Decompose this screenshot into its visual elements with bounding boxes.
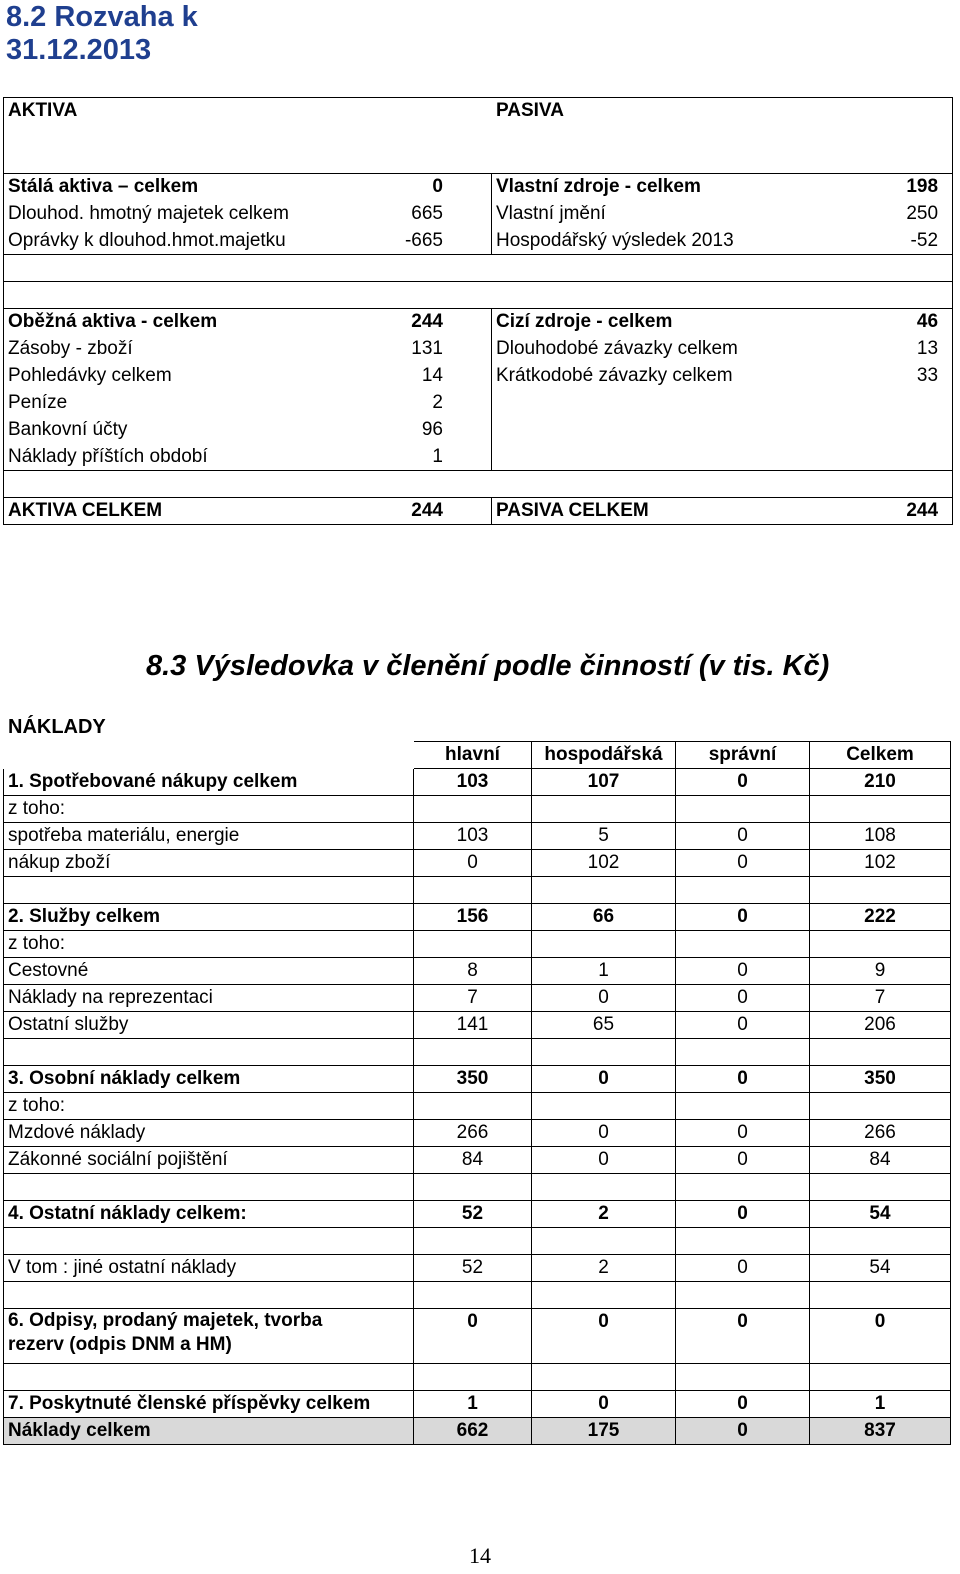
balance-row — [4, 336, 953, 363]
expense-row — [4, 1391, 951, 1418]
income-statement-title: 8.3 Výsledovka v členění podle činností (v tis. Kč) — [146, 650, 830, 682]
expense-value: 1 — [532, 958, 676, 985]
expense-value — [676, 1364, 810, 1391]
expense-value — [414, 877, 532, 904]
expense-value: 0 — [532, 1309, 676, 1364]
expense-value: 1 — [810, 1391, 951, 1418]
balance-right-value: -52 — [820, 228, 953, 255]
column-header: Celkem — [810, 742, 951, 769]
expense-value: 52 — [414, 1201, 532, 1228]
expense-value: 350 — [414, 1066, 532, 1093]
expense-label-line2: rezerv (odpis DNM a HM) — [8, 1334, 232, 1355]
expense-row — [4, 850, 951, 877]
expense-row — [4, 958, 951, 985]
expense-value: 0 — [676, 1012, 810, 1039]
expense-row — [4, 1364, 951, 1391]
balance-row — [4, 201, 953, 228]
balance-spacer-row — [4, 125, 953, 174]
balance-left-label: Peníze — [4, 390, 334, 417]
expense-value: 54 — [810, 1201, 951, 1228]
expense-value: 0 — [532, 1066, 676, 1093]
balance-left-value: 2 — [334, 390, 492, 417]
expense-value: 210 — [810, 769, 951, 796]
expense-row — [4, 1282, 951, 1309]
expense-value: 0 — [414, 850, 532, 877]
balance-right-value — [820, 417, 953, 444]
balance-row — [4, 444, 953, 471]
expense-value — [676, 877, 810, 904]
expense-value — [676, 931, 810, 958]
expense-value: 0 — [532, 1391, 676, 1418]
expense-value: 0 — [676, 1255, 810, 1282]
balance-right-label: Hospodářský výsledek 2013 — [492, 228, 820, 255]
expense-value: 5 — [532, 823, 676, 850]
expense-label: 1. Spotřebované nákupy celkem — [4, 769, 414, 796]
expense-value — [414, 1174, 532, 1201]
balance-sheet-table — [3, 97, 953, 525]
expense-value: 0 — [676, 850, 810, 877]
blank-header-cell — [4, 742, 414, 769]
expenses-section-label: NÁKLADY — [8, 716, 106, 738]
balance-left-value: 665 — [334, 201, 492, 228]
pasiva-header: PASIVA — [492, 98, 953, 125]
expense-value — [810, 931, 951, 958]
expense-value — [532, 1282, 676, 1309]
balance-right-label: Vlastní jmění — [492, 201, 820, 228]
expense-value — [414, 931, 532, 958]
expense-value — [414, 1282, 532, 1309]
balance-left-value: -665 — [334, 228, 492, 255]
expense-value: 8 — [414, 958, 532, 985]
expense-value: 0 — [676, 1147, 810, 1174]
expense-value — [532, 1364, 676, 1391]
expense-value: 103 — [414, 823, 532, 850]
balance-row — [4, 255, 953, 282]
expense-label: Zákonné sociální pojištění — [4, 1147, 414, 1174]
balance-right-label — [492, 444, 820, 471]
balance-left-label: Bankovní účty — [4, 417, 334, 444]
expense-label — [4, 1039, 414, 1066]
balance-row — [4, 228, 953, 255]
balance-left-label — [4, 471, 334, 498]
expenses-header-row — [4, 742, 951, 769]
expense-value: 103 — [414, 769, 532, 796]
balance-left-label: Zásoby - zboží — [4, 336, 334, 363]
expense-value — [532, 1039, 676, 1066]
expense-row — [4, 985, 951, 1012]
expense-value: 837 — [810, 1418, 951, 1445]
expense-value: 0 — [676, 985, 810, 1012]
expense-value — [532, 796, 676, 823]
balance-row — [4, 309, 953, 336]
balance-right-value — [820, 282, 953, 309]
expense-value: 222 — [810, 904, 951, 931]
balance-left-label: Oběžná aktiva - celkem — [4, 309, 334, 336]
expense-value: 7 — [810, 985, 951, 1012]
expense-value — [532, 877, 676, 904]
balance-left-label — [4, 282, 334, 309]
balance-right-label — [492, 390, 820, 417]
spacer-cell — [492, 125, 953, 174]
balance-right-value — [820, 444, 953, 471]
balance-row — [4, 498, 953, 525]
balance-right-label — [492, 282, 820, 309]
expense-value — [810, 1039, 951, 1066]
expense-row — [4, 1255, 951, 1282]
balance-left-label: AKTIVA CELKEM — [4, 498, 334, 525]
expense-row — [4, 1066, 951, 1093]
expense-value: 0 — [676, 823, 810, 850]
expense-value: 0 — [676, 904, 810, 931]
expense-value — [414, 1228, 532, 1255]
balance-left-value: 1 — [334, 444, 492, 471]
balance-left-label: Oprávky k dlouhod.hmot.majetku — [4, 228, 334, 255]
expense-label: 4. Ostatní náklady celkem: — [4, 1201, 414, 1228]
expense-row — [4, 1093, 951, 1120]
expense-value — [810, 877, 951, 904]
balance-left-value: 14 — [334, 363, 492, 390]
balance-left-value — [334, 255, 492, 282]
balance-left-value: 244 — [334, 309, 492, 336]
column-header: hlavní — [414, 742, 532, 769]
balance-right-value — [820, 390, 953, 417]
balance-right-value — [820, 255, 953, 282]
expense-row — [4, 1174, 951, 1201]
expense-value: 0 — [414, 1309, 532, 1364]
expense-value: 7 — [414, 985, 532, 1012]
expense-value: 66 — [532, 904, 676, 931]
balance-left-label: Dlouhod. hmotný majetek celkem — [4, 201, 334, 228]
expense-row — [4, 796, 951, 823]
balance-right-label — [492, 417, 820, 444]
expense-value: 266 — [414, 1120, 532, 1147]
balance-right-label — [492, 255, 820, 282]
expense-value — [676, 796, 810, 823]
spacer-cell — [4, 125, 492, 174]
expense-row — [4, 769, 951, 796]
expense-row — [4, 1120, 951, 1147]
balance-right-label: Vlastní zdroje - celkem — [492, 174, 820, 201]
expense-row — [4, 1012, 951, 1039]
expense-value: 102 — [532, 850, 676, 877]
balance-right-value: 198 — [820, 174, 953, 201]
balance-right-label: Dlouhodobé závazky celkem — [492, 336, 820, 363]
balance-right-label: Cizí zdroje - celkem — [492, 309, 820, 336]
expense-value: 2 — [532, 1201, 676, 1228]
balance-left-value: 96 — [334, 417, 492, 444]
column-header: správní — [676, 742, 810, 769]
expense-value — [676, 1282, 810, 1309]
balance-left-value — [334, 282, 492, 309]
expense-value: 108 — [810, 823, 951, 850]
balance-left-value: 244 — [334, 498, 492, 525]
expense-value: 107 — [532, 769, 676, 796]
expense-label: 2. Služby celkem — [4, 904, 414, 931]
expense-label: z toho: — [4, 796, 414, 823]
expense-label: Náklady na reprezentaci — [4, 985, 414, 1012]
balance-row — [4, 390, 953, 417]
expense-value: 65 — [532, 1012, 676, 1039]
expenses-table — [3, 741, 951, 1445]
balance-row — [4, 363, 953, 390]
expense-label — [4, 1228, 414, 1255]
expense-value: 102 — [810, 850, 951, 877]
expense-label: Náklady celkem — [4, 1418, 414, 1445]
expense-value: 266 — [810, 1120, 951, 1147]
expense-value — [414, 1093, 532, 1120]
balance-left-label: Pohledávky celkem — [4, 363, 334, 390]
expense-value: 1 — [414, 1391, 532, 1418]
expense-value — [810, 1174, 951, 1201]
expense-value — [810, 1228, 951, 1255]
expense-value — [810, 1282, 951, 1309]
expense-value — [676, 1039, 810, 1066]
expense-label: Ostatní služby — [4, 1012, 414, 1039]
expense-value: 2 — [532, 1255, 676, 1282]
expense-value: 52 — [414, 1255, 532, 1282]
expense-value: 0 — [532, 1120, 676, 1147]
expense-label — [4, 1309, 414, 1364]
expense-value: 350 — [810, 1066, 951, 1093]
expense-value — [532, 931, 676, 958]
expense-value: 84 — [414, 1147, 532, 1174]
balance-title-line1: 8.2 Rozvaha k — [6, 1, 198, 33]
expense-value — [810, 1364, 951, 1391]
expense-value — [676, 1174, 810, 1201]
balance-left-value: 131 — [334, 336, 492, 363]
expense-value: 141 — [414, 1012, 532, 1039]
balance-right-value: 13 — [820, 336, 953, 363]
expense-value: 0 — [532, 985, 676, 1012]
expense-value: 9 — [810, 958, 951, 985]
expense-value: 0 — [676, 769, 810, 796]
expense-label: 3. Osobní náklady celkem — [4, 1066, 414, 1093]
expense-value: 0 — [676, 1309, 810, 1364]
balance-title-line2: 31.12.2013 — [6, 34, 152, 66]
balance-right-label — [492, 471, 820, 498]
expense-value: 0 — [810, 1309, 951, 1364]
balance-row — [4, 417, 953, 444]
expense-label: 7. Poskytnuté členské příspěvky celkem — [4, 1391, 414, 1418]
expense-row — [4, 1147, 951, 1174]
expense-value — [810, 796, 951, 823]
balance-left-value — [334, 471, 492, 498]
expense-value: 206 — [810, 1012, 951, 1039]
expense-value — [676, 1093, 810, 1120]
expense-row — [4, 931, 951, 958]
expense-value — [414, 796, 532, 823]
column-header: hospodářská — [532, 742, 676, 769]
balance-left-label — [4, 255, 334, 282]
expense-label: Mzdové náklady — [4, 1120, 414, 1147]
balance-right-value: 46 — [820, 309, 953, 336]
balance-left-value: 0 — [334, 174, 492, 201]
expense-value — [414, 1364, 532, 1391]
expense-value — [532, 1093, 676, 1120]
aktiva-header: AKTIVA — [4, 98, 492, 125]
expense-row — [4, 1201, 951, 1228]
expense-label — [4, 1174, 414, 1201]
expense-value — [532, 1174, 676, 1201]
expense-label: spotřeba materiálu, energie — [4, 823, 414, 850]
expense-value: 0 — [676, 958, 810, 985]
balance-right-value: 250 — [820, 201, 953, 228]
expense-row — [4, 877, 951, 904]
balance-right-value — [820, 471, 953, 498]
expense-value: 0 — [676, 1391, 810, 1418]
balance-left-label: Stálá aktiva – celkem — [4, 174, 334, 201]
expense-row — [4, 904, 951, 931]
balance-row — [4, 282, 953, 309]
expense-label: z toho: — [4, 931, 414, 958]
expense-label: V tom : jiné ostatní náklady — [4, 1255, 414, 1282]
expense-label — [4, 1282, 414, 1309]
expense-label: z toho: — [4, 1093, 414, 1120]
expense-value: 0 — [676, 1418, 810, 1445]
balance-header-row — [4, 98, 953, 125]
page-number: 14 — [469, 1543, 491, 1568]
expense-row — [4, 1309, 951, 1364]
balance-right-value: 244 — [820, 498, 953, 525]
expense-value: 54 — [810, 1255, 951, 1282]
expense-row — [4, 1418, 951, 1445]
expense-value — [532, 1228, 676, 1255]
balance-right-value: 33 — [820, 363, 953, 390]
expense-value: 0 — [676, 1066, 810, 1093]
expense-row — [4, 1039, 951, 1066]
expense-value: 662 — [414, 1418, 532, 1445]
expense-value: 0 — [676, 1201, 810, 1228]
expense-label — [4, 877, 414, 904]
expense-value: 156 — [414, 904, 532, 931]
balance-row — [4, 174, 953, 201]
expense-value: 0 — [676, 1120, 810, 1147]
expense-value: 175 — [532, 1418, 676, 1445]
expense-row — [4, 823, 951, 850]
expense-label: Cestovné — [4, 958, 414, 985]
expense-value: 0 — [532, 1147, 676, 1174]
balance-right-label: PASIVA CELKEM — [492, 498, 820, 525]
expense-row — [4, 1228, 951, 1255]
expense-label — [4, 1364, 414, 1391]
expense-label-line1: 6. Odpisy, prodaný majetek, tvorba — [8, 1310, 323, 1331]
expense-value: 84 — [810, 1147, 951, 1174]
expense-value — [676, 1228, 810, 1255]
expense-value — [414, 1039, 532, 1066]
expense-label: nákup zboží — [4, 850, 414, 877]
balance-right-label: Krátkodobé závazky celkem — [492, 363, 820, 390]
balance-left-label: Náklady příštích období — [4, 444, 334, 471]
balance-row — [4, 471, 953, 498]
expense-value — [810, 1093, 951, 1120]
